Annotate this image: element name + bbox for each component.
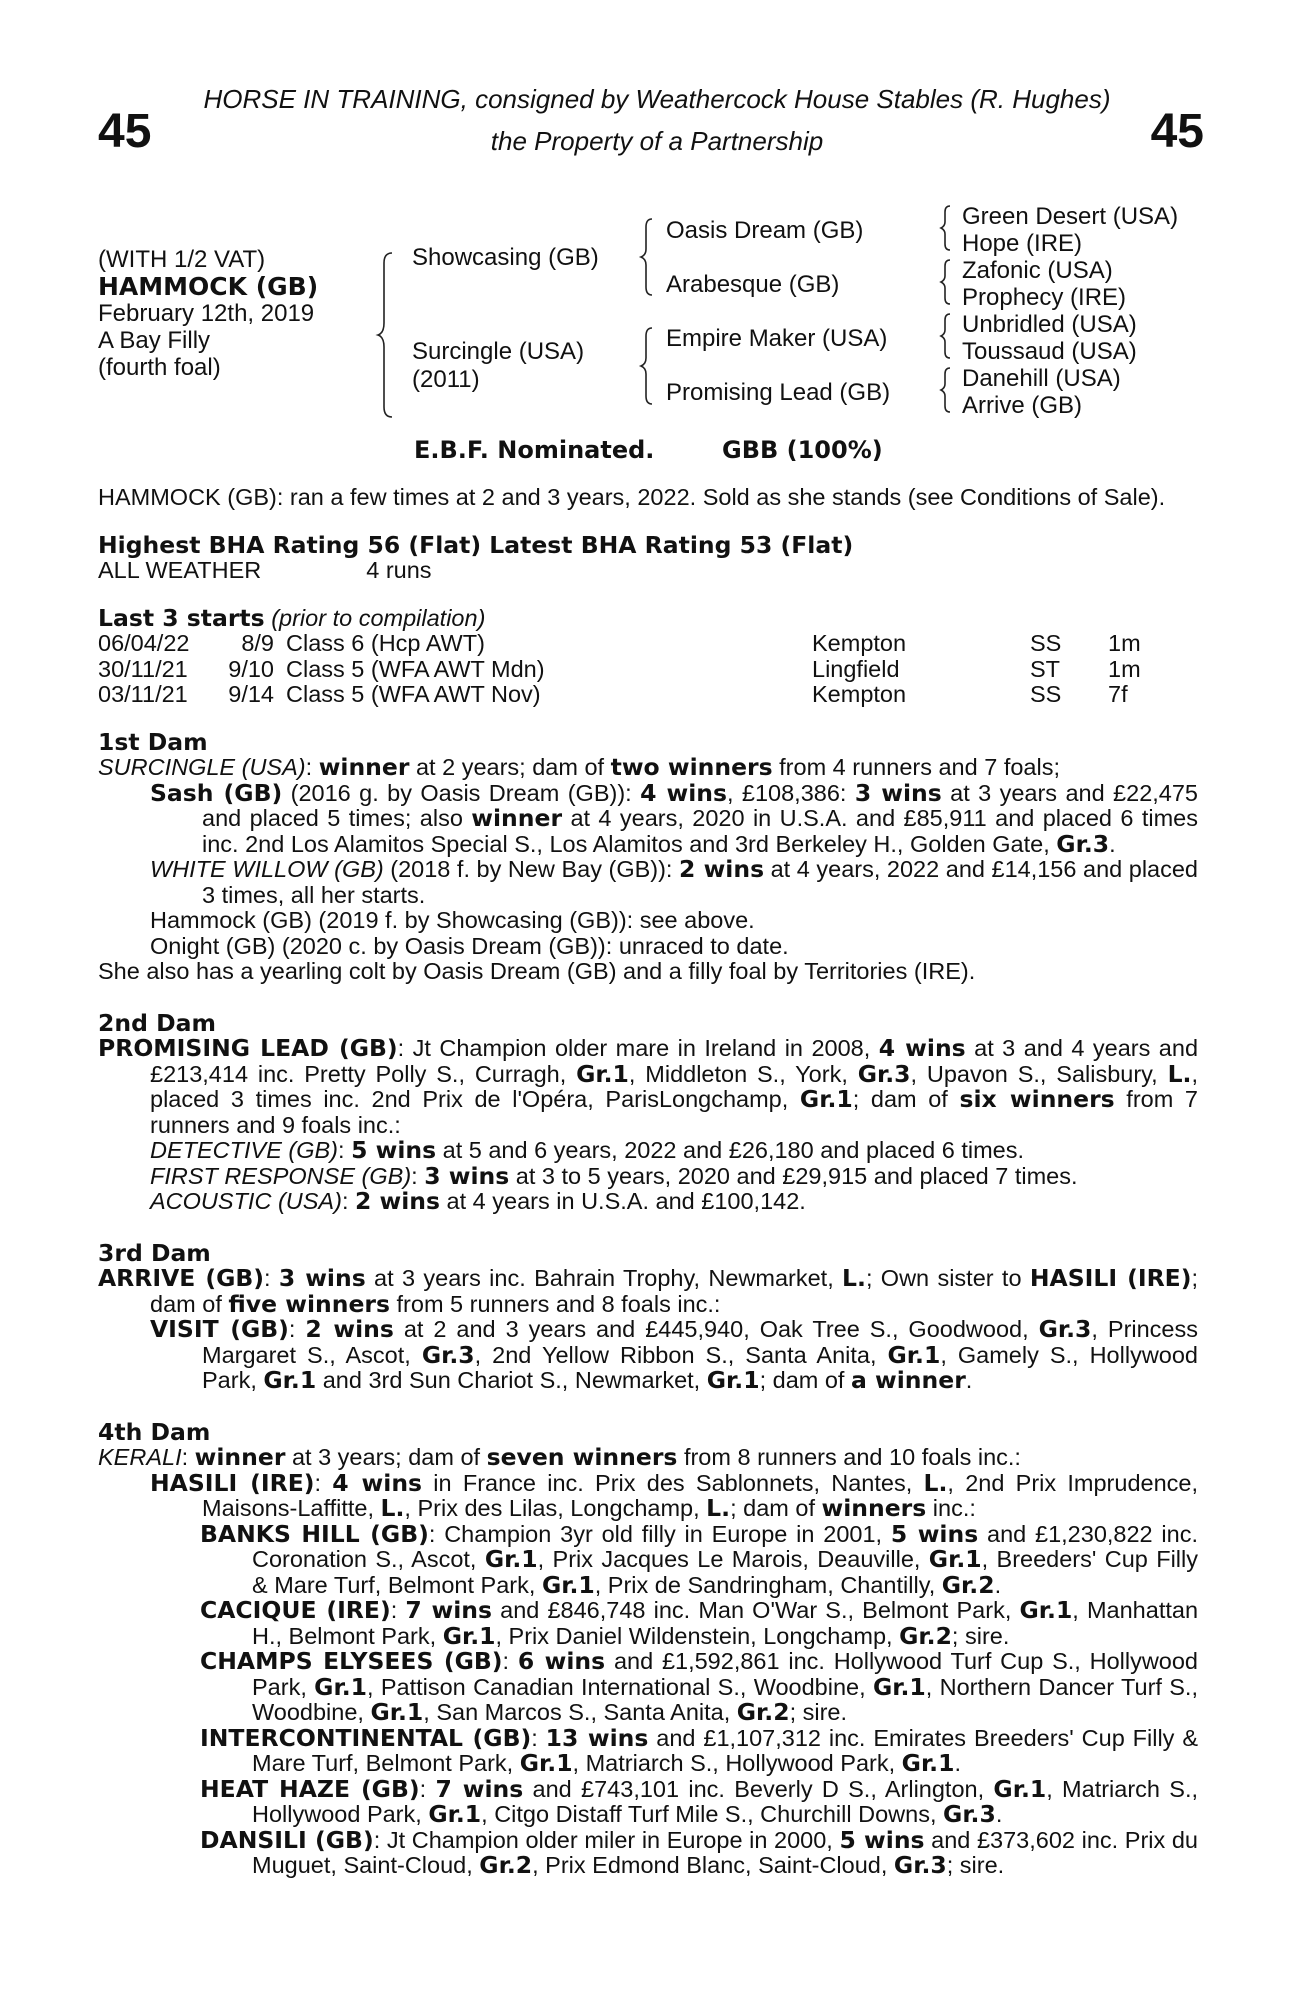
fourth-dam-intro: KERALI: winner at 3 years; dam of seven winners from 8 runners and 10 foals inc.: <box>98 1443 1021 1471</box>
start-position: 8/9 <box>241 630 274 656</box>
produce-hammock: Hammock (GB) (2019 f. by Showcasing (GB)): see above. <box>150 907 755 933</box>
produce-champs-elysees: CHAMPS ELYSEES (GB): 6 wins and £1,592,861 inc. Hollywood Turf Cup S., Hollywood Park, Gr.1, Pattison Canadian International S., Woodbine, Gr.1, Northern Dancer Turf S., Woodbine, Gr.1, San Marcos S., Santa Anita, Gr.2; sire. <box>200 1647 1199 1726</box>
ggs-4: Prophecy (IRE) <box>962 284 1127 311</box>
first-dam-intro: SURCINGLE (USA): winner at 2 years; dam of two winners from 4 runners and 7 foals; <box>98 753 1060 781</box>
brace-sire-dam <box>378 253 392 417</box>
start-distance: 1m <box>1108 630 1141 656</box>
start-going: ST <box>1030 655 1061 682</box>
ggs-5: Unbridled (USA) <box>962 311 1137 338</box>
dam-year: (2011) <box>412 366 480 393</box>
granddam-1: Arabesque (GB) <box>666 271 840 298</box>
consignor-line: HORSE IN TRAINING, consigned by Weathercock House Stables (R. Hughes) <box>203 84 1111 114</box>
start-distance: 7f <box>1108 681 1128 707</box>
ggs-6: Toussaud (USA) <box>962 338 1137 365</box>
property-line: the Property of a Partnership <box>490 126 824 156</box>
third-dam-heading: 3rd Dam <box>98 1238 211 1267</box>
last-starts-table <box>98 631 1141 708</box>
granddam-2: Promising Lead (GB) <box>666 379 891 406</box>
lot-number-left: 45 <box>98 105 152 158</box>
table-row <box>98 682 1141 708</box>
horse-desc: A Bay Filly <box>98 327 211 354</box>
sire: Showcasing (GB) <box>412 244 599 271</box>
also-note: She also has a yearling colt by Oasis Dream (GB) and a filly foal by Territories (IRE). <box>98 958 976 984</box>
gbb-status: GBB (100%) <box>722 436 883 464</box>
produce-onight: Onight (GB) (2020 c. by Oasis Dream (GB)): unraced to date. <box>150 932 789 959</box>
table-row <box>98 631 1141 657</box>
fourth-dam-heading: 4th Dam <box>98 1417 211 1446</box>
produce-acoustic: ACOUSTIC (USA): 2 wins at 4 years in U.S.A. and £100,142. <box>150 1187 806 1215</box>
start-course: Kempton <box>812 681 907 707</box>
produce-visit: VISIT (GB): 2 wins at 2 and 3 years and £445,940, Oak Tree S., Goodwood, Gr.3, Princess Margaret S., Ascot, Gr.3, 2nd Yellow Ribbon S., Santa Anita, Gr.1, Gamely S., Hollywood Park, Gr.1 and 3rd Sun Chariot S., Newmarket, Gr.1; dam of a winner. <box>150 1315 1199 1394</box>
second-dam-intro: PROMISING LEAD (GB): Jt Champion older mare in Ireland in 2008, 4 wins at 3 and 4 years and £213,414 inc. Pretty Polly S., Curragh, Gr.1, Middleton S., York, Gr.3, Upavon S., Salisbury, L., placed 3 times inc. 2nd Prix de l'Opéra, ParisLongchamp, Gr.1; dam of six winners from 7 runners and 9 foals inc.: <box>98 1034 1199 1138</box>
start-course: Lingfield <box>812 655 900 682</box>
all-weather-runs: 4 runs <box>366 557 432 583</box>
start-date: 03/11/21 <box>98 681 188 707</box>
ggs-3: Zafonic (USA) <box>962 257 1113 284</box>
bha-rating: Highest BHA Rating 56 (Flat) Latest BHA Rating 53 (Flat) <box>98 530 854 559</box>
produce-hasili: HASILI (IRE): 4 wins in France inc. Prix des Sablonnets, Nantes, L., 2nd Prix Imprudence, Maisons-Laffitte, L., Prix des Lilas, Longchamp, L.; dam of winners inc.: <box>150 1468 1199 1522</box>
start-position: 9/10 <box>228 655 274 682</box>
produce-white-willow: WHITE WILLOW (GB) (2018 f. by New Bay (GB)): 2 wins at 4 years, 2022 and £14,156 and placed 3 times, all her starts. <box>150 855 1199 908</box>
produce-sash: Sash (GB) (2016 g. by Oasis Dream (GB)): 4 wins, £108,386: 3 wins at 3 years and £22,475 and placed 5 times; also winner at 4 years, 2020 in U.S.A. and £85,911 and placed 6 times inc. 2nd Los Alamitos Special S., Los Alamitos and 3rd Berkeley H., Golden Gate, Gr.3. <box>150 778 1199 858</box>
race-summary: HAMMOCK (GB): ran a few times at 2 and 3 years, 2022. Sold as she stands (see Conditions of Sale). <box>98 484 1166 510</box>
produce-intercontinental: INTERCONTINENTAL (GB): 13 wins and £1,107,312 inc. Emirates Breeders' Cup Filly & Mare Turf, Belmont Park, Gr.1, Matriarch S., Hollywood Park, Gr.1. <box>200 1723 1198 1777</box>
all-weather-label: ALL WEATHER <box>98 557 262 583</box>
start-race: Class 6 (Hcp AWT) <box>286 630 485 656</box>
produce-dansili: DANSILI (GB): Jt Champion older miler in Europe in 2000, 5 wins and £373,602 inc. Prix du Muguet, Saint-Cloud, Gr.2, Prix Edmond Blanc, Saint-Cloud, Gr.3; sire. <box>200 1825 1198 1879</box>
start-race: Class 5 (WFA AWT Nov) <box>286 681 541 707</box>
ggs-7: Danehill (USA) <box>962 365 1121 392</box>
start-course: Kempton <box>812 630 907 656</box>
horse-dob: February 12th, 2019 <box>98 300 315 327</box>
start-date: 30/11/21 <box>98 655 188 682</box>
produce-heat-haze: HEAT HAZE (GB): 7 wins and £743,101 inc. Beverly D S., Arlington, Gr.1, Matriarch S., Hollywood Park, Gr.1, Citgo Distaff Turf Mile S., Churchill Downs, Gr.3. <box>200 1774 1199 1828</box>
produce-first-response: FIRST RESPONSE (GB): 3 wins at 3 to 5 years, 2020 and £29,915 and placed 7 times. <box>150 1161 1078 1190</box>
produce-banks-hill: BANKS HILL (GB): Champion 3yr old filly in Europe in 2001, 5 wins and £1,230,822 inc. Coronation S., Ascot, Gr.1, Prix Jacques Le Marois, Deauville, Gr.1, Breeders' Cup Filly & Mare Turf, Belmont Park, Gr.1, Prix de Sandringham, Chantilly, Gr.2. <box>200 1519 1198 1599</box>
grandsire-2: Empire Maker (USA) <box>666 325 888 352</box>
lot-number-right: 45 <box>1150 105 1204 158</box>
last-starts-heading <box>98 603 1198 632</box>
first-dam-heading: 1st Dam <box>98 727 208 756</box>
start-position: 9/14 <box>228 681 274 707</box>
start-distance: 1m <box>1108 655 1141 682</box>
last-starts-note: (prior to compilation) <box>271 604 486 631</box>
ggs-2: Hope (IRE) <box>962 230 1083 257</box>
produce-detective: DETECTIVE (GB): 5 wins at 5 and 6 years, 2022 and £26,180 and placed 6 times. <box>150 1136 1025 1164</box>
table-row <box>98 657 1141 683</box>
third-dam-intro: ARRIVE (GB): 3 wins at 3 years inc. Bahrain Trophy, Newmarket, L.; Own sister to HASILI (IRE); dam of five winners from 5 runners and 8 foals inc.: <box>98 1264 1199 1318</box>
ebf-nominated: E.B.F. Nominated. <box>414 436 655 464</box>
all-weather <box>98 558 1198 584</box>
start-date: 06/04/22 <box>98 630 190 656</box>
grandsire-1: Oasis Dream (GB) <box>666 217 864 244</box>
catalogue-body <box>98 485 1198 1879</box>
dam: Surcingle (USA) <box>412 338 585 365</box>
foal-number: (fourth foal) <box>98 354 221 381</box>
second-dam-heading: 2nd Dam <box>98 1008 216 1037</box>
start-going: SS <box>1030 630 1062 656</box>
ggs-8: Arrive (GB) <box>962 392 1082 419</box>
start-race: Class 5 (WFA AWT Mdn) <box>286 655 545 682</box>
vat-note: (WITH 1/2 VAT) <box>98 246 266 273</box>
ggs-1: Green Desert (USA) <box>962 203 1179 230</box>
horse-name: HAMMOCK (GB) <box>98 272 319 301</box>
last-starts-title: Last 3 starts <box>98 603 265 632</box>
produce-cacique: CACIQUE (IRE): 7 wins and £846,748 inc. Man O'War S., Belmont Park, Gr.1, Manhattan H., Belmont Park, Gr.1, Prix Daniel Wildenstein, Longchamp, Gr.2; sire. <box>200 1596 1199 1650</box>
start-going: SS <box>1030 681 1062 707</box>
